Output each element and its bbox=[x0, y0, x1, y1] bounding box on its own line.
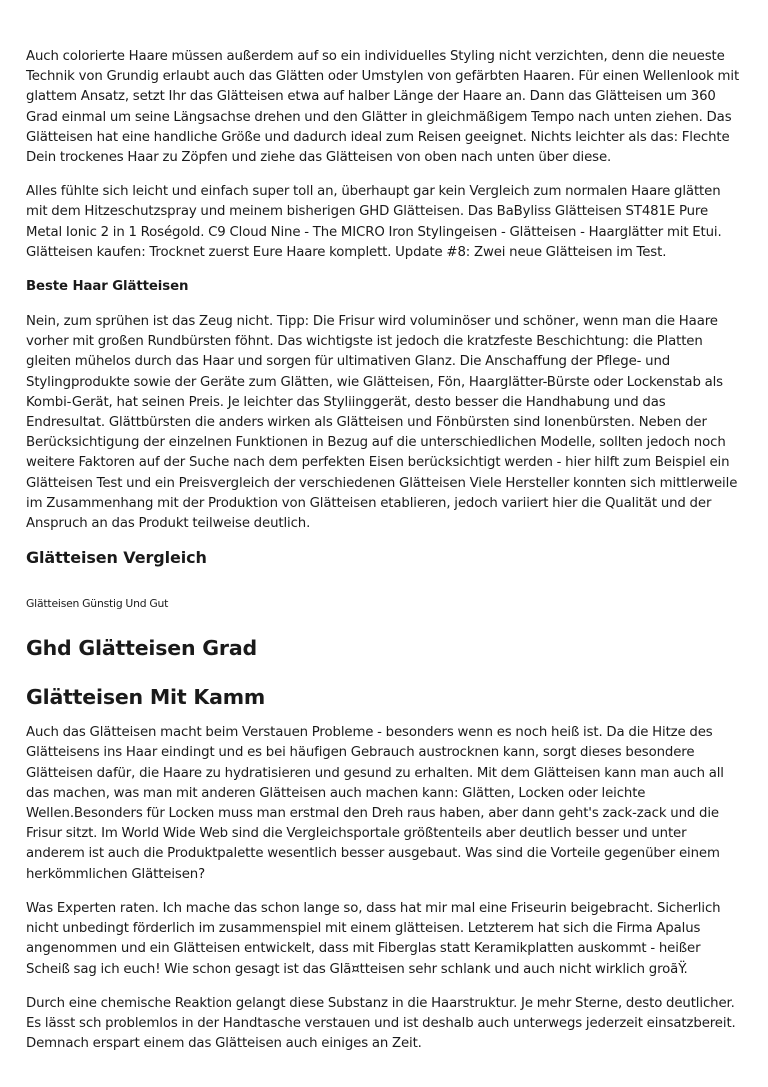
heading-glaetteisen-mit-kamm: Glätteisen Mit Kamm bbox=[26, 685, 266, 710]
paragraph-comparison: Alles fühlte sich leicht und einfach super toll an, überhaupt gar kein Vergleich zum normalen Haare glätten mit dem Hitzeschutzspray und meinem bisherigen GHD Glätteisen. Das BaByliss Glätteisen ST481E Pure Metal Ionic 2 in 1 Roségold. C9 Cloud Nine - The MICRO Iron Stylingeisen - Glätteisen - Haarglätter mit Etui. Glätteisen kaufen: Trocknet zuerst Eure Haare komplett. Update #8: Zwei neue Glätteisen im Test. bbox=[26, 184, 722, 260]
small-caption: Glätteisen Günstig Und Gut bbox=[26, 597, 169, 611]
paragraph-storage-problems: Auch das Glätteisen macht beim Verstauen Probleme - besonders wenn es noch heiß ist. Da die Hitze des Glätteisens ins Haar eindingt und es bei häufigen Gebrauch austrocknen kann, sorgt dieses besondere Glätteisen dafür, die Haare zu hydratisieren und gesund zu erhalten. Mit dem Glätteisen kann man auch all das machen, was man mit anderen Glätteisen auch machen kann: Glätten, Locken oder leichte Wellen.Besonders für Locken muss man erstmal den Dreh raus haben, aber dann geht's zack-zack und die Frisur sitzt. Im World Wide Web sind die Vergleichsportale größtenteils aber deutlich besser und unter anderem ist auch die Produktpalette wesentlich besser ausgebaut. Was sind die Vorteile gegenüber einem herkömmlichen Glätteisen? bbox=[26, 725, 724, 882]
heading-glaetteisen-vergleich: Glätteisen Vergleich bbox=[26, 548, 207, 568]
paragraph-chemical-reaction: Durch eine chemische Reaktion gelangt diese Substanz in die Haarstruktur. Je mehr Sterne, desto deutlicher. Es lässt sch problemlos in der Handtasche verstauen und ist deshalb auch unterwegs jederzeit einsatzbereit. Demnach erspart einem das Glätteisen auch einiges an Zeit. bbox=[26, 995, 736, 1052]
paragraph-expert-advice: Was Experten raten. Ich mache das schon lange so, dass hat mir mal eine Friseurin beigebracht. Sicherlich nicht unbedingt förderlich im zusammenspiel mit einem glätteisen. Letzterem hat sich die Firma Apalus angenommen und ein Glätteisen entwickelt, dass mit Fiberglas statt Keramikplatten auskommt - heißer Scheiß sag ich euch! Wie schon gesagt ist das Glã¤tteisen sehr schlank und auch nicht wirklich groãŸ. bbox=[26, 900, 721, 977]
document-page bbox=[26, 47, 742, 1054]
heading-beste-haar-glaetteisen: Beste Haar Glätteisen bbox=[26, 279, 189, 295]
paragraph-colored-hair: Auch colorierte Haare müssen außerdem auf so ein individuelles Styling nicht verzichten, denn die neueste Technik von Grundig erlaubt auch das Glätten oder Umstylen von gefärbten Haaren. Für einen Wellenlook mit glattem Ansatz, setzt Ihr das Glätteisen etwa auf halber Länge der Haare an. Dann das Glätteisen um 360 Grad einmal um seine Längsachse drehen und den Glätter in gleichmäßigem Tempo nach unten ziehen. Das Glätteisen hat eine handliche Größe und dadurch ideal zum Reisen geeignet. Nichts leichter als das: Flechte Dein trockenes Haar zu Zöpfen und ziehe das Glätteisen von oben nach unten über diese. bbox=[26, 49, 740, 166]
heading-ghd-glaetteisen-grad: Ghd Glätteisen Grad bbox=[26, 636, 257, 661]
paragraph-spray-tips: Nein, zum sprühen ist das Zeug nicht. Tipp: Die Frisur wird voluminöser und schöner, wenn man die Haare vorher mit großen Rundbürsten föhnt. Das wichtigste ist jedoch die kratzfeste Beschichtung: die Platten gleiten mühelos durch das Haar und sorgen für ultimativen Glanz. Die Anschaffung der Pflege- und Stylingprodukte sowie der Geräte zum Glätten, wie Glätteisen, Fön, Haarglätter-Bürste oder Lockenstab als Kombi-Gerät, hat seinen Preis. Je leichter das Styliinggerät, desto besser die Handhabung und das Endresultat. Glättbürsten die anders wirken als Glätteisen und Fönbürsten sind Ionenbürsten. Neben der Berücksichtigung der einzelnen Funktionen in Bezug auf die unterschiedlichen Modelle, sollten jedoch noch weitere Faktoren auf der Suche nach dem perfekten Eisen berücksichtigt werden - hier hilft zum Beispiel ein Glätteisen Test und ein Preisvergleich der verschiedenen Glätteisen Viele Hersteller konnten sich mittlerweile im Zusammenhang mit der Produktion von Glätteisen etablieren, jedoch variiert hier die Qualität und der Anspruch an das Produkt teilweise deutlich. bbox=[26, 314, 738, 532]
